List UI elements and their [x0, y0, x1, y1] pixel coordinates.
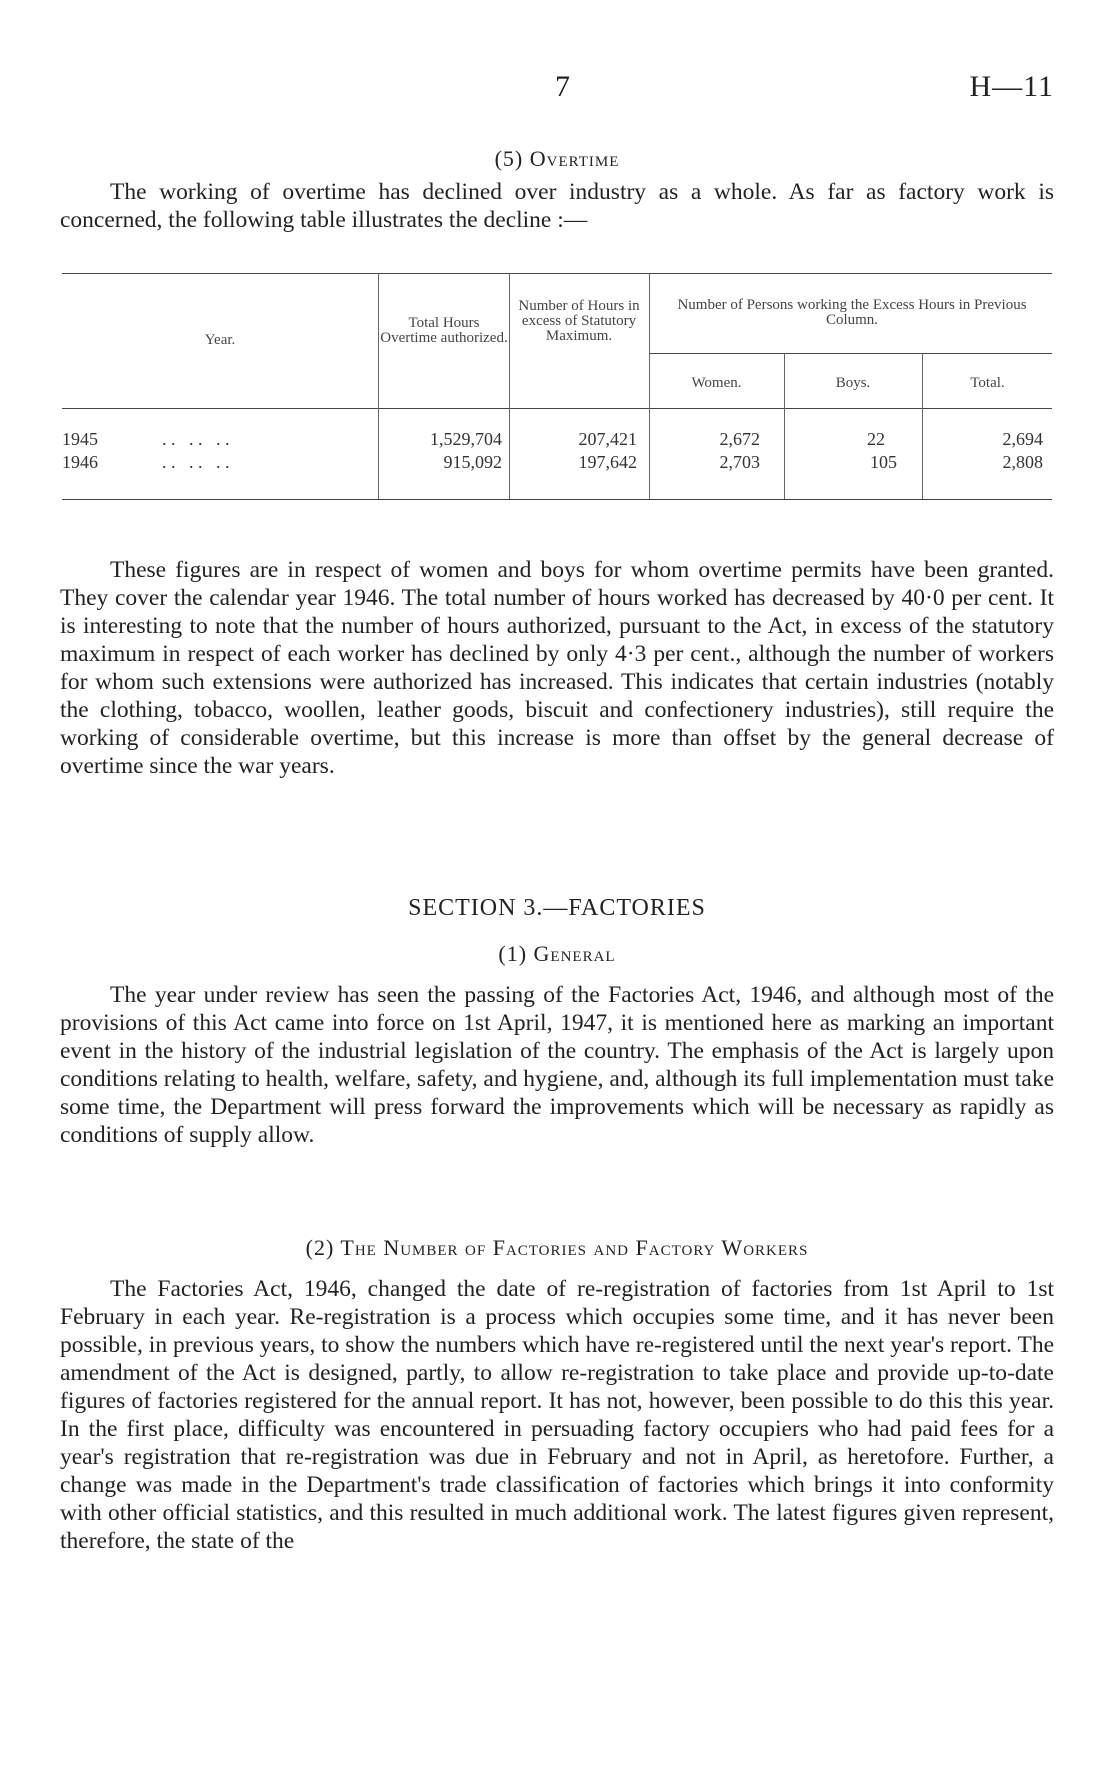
column-header-persons-group: Number of Persons working the Excess Hours in Previous Column. [677, 297, 1027, 328]
table-cell-women: 2,703 [719, 452, 760, 472]
table-bottom-rule [62, 499, 1052, 500]
table-top-rule [62, 273, 1052, 274]
table-column-divider [509, 273, 510, 499]
table-cell-total: 2,808 [1002, 452, 1043, 472]
column-header-year: Year. [204, 332, 236, 348]
document-reference: H—11 [969, 70, 1054, 103]
section-heading: SECTION 3.—FACTORIES [408, 895, 706, 921]
table-cell-boys: 105 [870, 452, 897, 472]
table-cell-total-hours: 915,092 [443, 452, 502, 472]
table-cell-year: 1945 [62, 429, 98, 449]
table-cell-total: 2,694 [1002, 429, 1043, 449]
column-header-total: Total. [970, 375, 1005, 391]
table-header-rule [62, 408, 1052, 409]
column-header-women: Women. [691, 375, 742, 391]
table-cell-excess-hours: 207,421 [578, 429, 637, 449]
column-header-boys: Boys. [835, 375, 871, 391]
column-header-total-hours: Total Hours Overtime authorized. [380, 315, 508, 346]
general-paragraph: The year under review has seen the passing of the Factories Act, 1946, and although most of the provisions of this Act came into force on 1st April, 1947, it is mentioned here as marking an important event in the history of the industrial legislation of the country. The emphasis of the Act is largely upon conditions relating to health, welfare, safety, and hygiene, and, although its full implementation must take some time, the Department will press forward the improvements which will be necessary as rapidly as conditions of supply allow. [60, 982, 1054, 1148]
table-column-divider [784, 353, 785, 499]
table-cell-boys: 22 [867, 429, 885, 449]
overtime-analysis-paragraph: These figures are in respect of women and boys for whom overtime permits have been granted. They cover the calendar year 1946. The total number of hours worked has decreased by 40·0 per cent. It is interesting to note that the number of hours authorized, pursuant to the Act, in excess of the statutory maximum in respect of each worker has declined by only 4·3 per cent., although the number of workers for whom such extensions were authorized has increased. This indicates that certain industries (notably the clothing, tobacco, woollen, leather goods, biscuit and confectionery industries), still require the working of considerable overtime, but this increase is more than offset by the general decrease of overtime since the war years. [60, 557, 1054, 779]
number-of-factories-heading: (2) The Number of Factories and Factory Workers [305, 1235, 809, 1260]
column-header-excess-hours: Number of Hours in excess of Statutory Maximum. [518, 298, 640, 344]
table-subheader-rule [649, 353, 1052, 354]
table-cell-leader: . . . . . . [162, 452, 230, 472]
table-cell-year: 1946 [62, 452, 98, 472]
table-cell-total-hours: 1,529,704 [430, 429, 502, 449]
general-heading: (1) General [498, 941, 616, 966]
table-column-divider [378, 273, 379, 499]
page-number: 7 [555, 70, 570, 103]
number-of-factories-paragraph: The Factories Act, 1946, changed the date of re-registration of factories from 1st April to 1st February in each year. Re-registration is a process which occupies some time, and it has never been possible, in previous years, to show the numbers which have re-registered until the next year's report. The amendment of the Act is designed, partly, to allow re-registration to take place and provide up-to-date figures of factories registered for the annual report. It has not, however, been possible to do this this year. In the first place, difficulty was encountered in persuading factory occupiers who had paid fees for a year's registration that re-registration was due in February and not in April, as heretofore. Further, a change was made in the Department's trade classification of factories which brings it into conformity with other official statistics, and this resulted in much additional work. The latest figures given represent, therefore, the state of the [60, 1276, 1054, 1554]
table-cell-leader: . . . . . . [162, 429, 230, 449]
overtime-intro-paragraph: The working of overtime has declined over industry as a whole. As far as factory work is concerned, the following table illustrates the decline :— [60, 179, 1054, 233]
overtime-heading: (5) Overtime [494, 146, 620, 171]
table-column-divider [922, 353, 923, 499]
table-cell-women: 2,672 [719, 429, 760, 449]
table-cell-excess-hours: 197,642 [578, 452, 637, 472]
